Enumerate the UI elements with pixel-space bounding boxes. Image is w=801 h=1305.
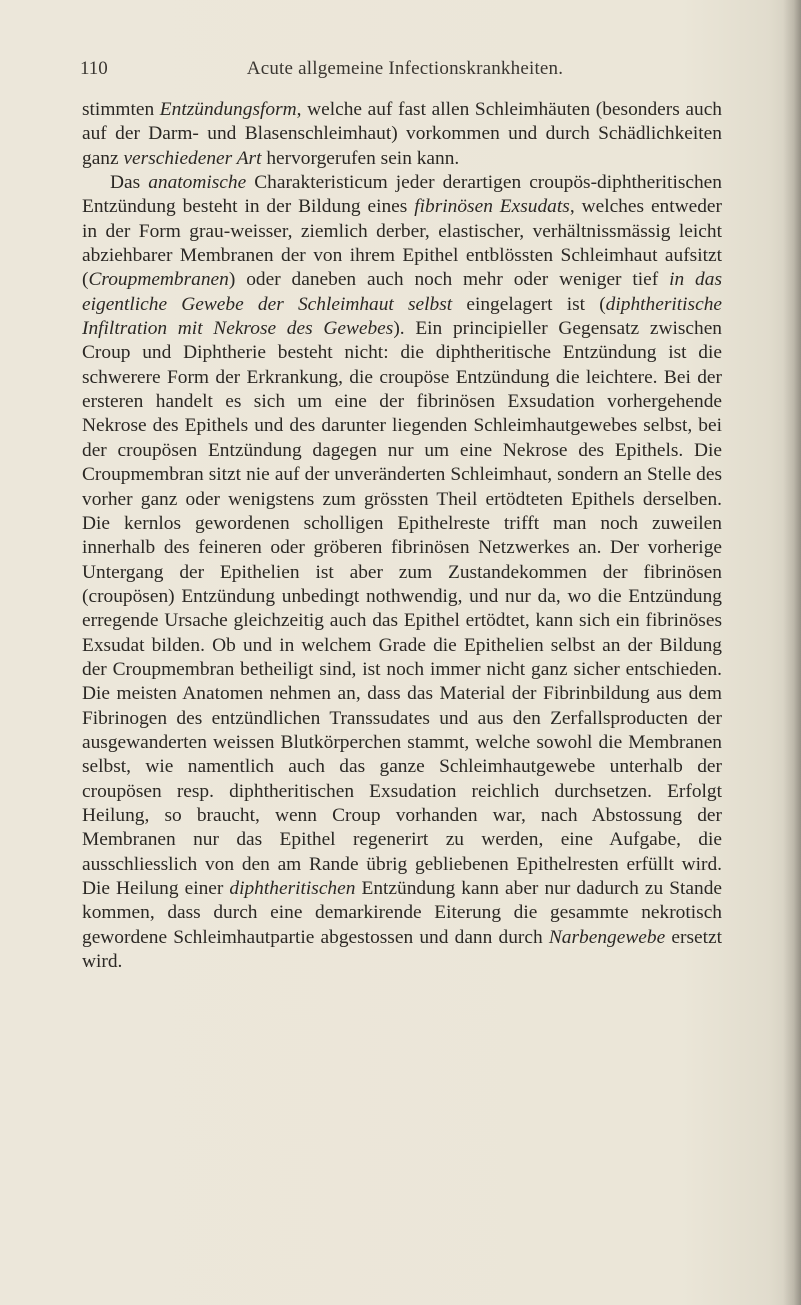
text-segment: Charakteristicum jeder derartigen croupös-diphtheritischen Entzündung besteht in der Bildung eines (82, 172, 722, 218)
text-segment: hervorgerufen sein kann. (261, 147, 460, 169)
emphasis-text: diphtheritische Infiltration mit Nekrose des Gewebes (82, 293, 722, 340)
text-segment: eingelagert ist ( (452, 293, 606, 315)
emphasis-text: in das eigentliche Gewebe der Schleimhaut selbst (82, 269, 722, 315)
text-segment: ersetzt wird. (82, 926, 722, 973)
paragraph-2 (82, 171, 722, 974)
emphasis-text: fibrinösen Exsudats (414, 196, 570, 218)
paragraph-1 (82, 98, 722, 171)
emphasis-text: Narbengewebe (548, 926, 666, 948)
emphasis-text: Entzündungsform (159, 99, 297, 120)
text-segment: Das (110, 172, 149, 194)
text-segment: ) oder daneben auch noch mehr oder weniger tief (228, 269, 670, 291)
text-segment: , welche auf fast allen Schleimhäuten (besonders auch auf der Darm- und Blasenschleimhaut) vorkommen und durch Schädlichkeiten ganz (82, 99, 722, 169)
running-title: Acute allgemeine Infectionskrankheiten. (246, 58, 564, 79)
text-segment: Entzündung kann aber nur dadurch zu Stande kommen, dass durch eine demarkirende Eiterung die gesammte nekrotisch gewordene Schleimhautpartie abgestossen und dann durch (82, 878, 722, 948)
page-number: 110 (80, 58, 108, 79)
emphasis-text: diphtheritischen (229, 878, 356, 899)
emphasis-text: anatomische (148, 172, 247, 194)
text-segment: stimmten (82, 99, 160, 120)
page-header (80, 58, 730, 84)
text-segment: ). Ein principieller Gegensatz zwischen Croup und Diphtherie besteht nicht: die diphtheritische Entzündung ist die schwerere Form der Erkrankung, die croupöse Entzündung die leichtere. Bei der ersteren handelt es sich um eine der fibrinösen Exsudation vorhergehende Nekrose des Epithels und des darunter liegenden Schleimhautgewebes selbst, bei der croupösen Entzündung dagegen nur um eine Nekrose des Epithels. Die Croupmembran sitzt nie auf der unveränderten Schleimhaut, sondern an Stelle des vorher ganz oder wenigstens zum grössten Theil ertödteten Epithels derselben. Die kernlos gewordenen scholligen Epithelreste trifft man noch zuweilen innerhalb des feineren oder gröberen fibrinösen Netzwerkes an. Der vorherige Untergang der Epithelien ist aber zum Zustandekommen der fibrinösen (croupösen) Entzündung unbedingt nothwendig, und nur da, wo die Entzündung erregende Ursache gleichzeitig auch das Epithel ertödtet, kann sich ein fibrinöses Exsudat bilden. Ob und in welchem Grade die Epithelien selbst an der Bildung der Croupmembran betheiligt sind, ist noch immer nicht ganz sicher entschieden. Die meisten Anatomen nehmen an, dass das Material der Fibrinbildung aus dem Fibrinogen des entzündlichen Transsudates und aus den Zerfallsproducten der ausgewanderten weissen Blutkörperchen stammt, welche sowohl die Membranen selbst, wie namentlich auch das ganze Schleimhautgewebe unterhalb der croupösen resp. diphtheritischen Exsudation reichlich durchsetzen. Erfolgt Heilung, so braucht, wenn Croup vorhanden war, nach Abstossung der Membranen nur das Epithel regenerirt zu werden, eine Aufgabe, die ausschliesslich von den am Rande übrig gebliebenen Epithelresten erfüllt wird. Die Heilung einer (82, 318, 722, 899)
emphasis-text: verschiedener Art (123, 147, 262, 169)
page-edge-shadow (783, 0, 801, 1305)
body-text (82, 98, 722, 974)
text-segment: , welches entweder in der Form grau-weisser, ziemlich derber, elastischer, verhältnissmässig leicht abziehbarer Membranen der von ihrem Epithel entblössten Schleimhaut aufsitzt ( (82, 196, 722, 291)
emphasis-text: Croupmembranen (88, 269, 229, 291)
